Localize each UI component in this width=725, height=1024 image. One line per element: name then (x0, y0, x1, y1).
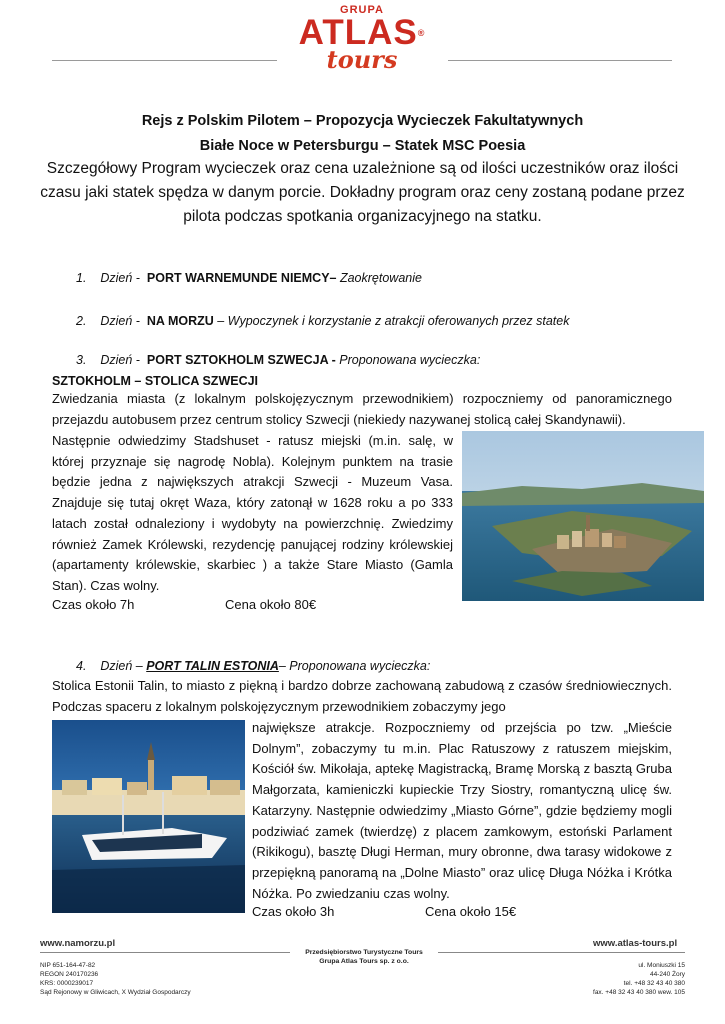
stockholm-time: Czas około 7h (52, 597, 135, 612)
footer-line-right (438, 952, 685, 953)
footer-web-right[interactable]: www.atlas-tours.pl (593, 938, 678, 949)
day-place: PORT WARNEMUNDE NIEMCY– (146, 271, 337, 285)
logo-registered: ® (417, 28, 426, 38)
footer-right-line: tel. +48 32 43 40 380 (623, 980, 685, 987)
day-desc: – Proponowana wycieczka: (278, 659, 431, 673)
day-desc: Zaokrętowanie (336, 271, 422, 285)
day-place: PORT TALIN ESTONIA (146, 659, 279, 673)
day-desc: – Wypoczynek i korzystanie z atrakcji oferowanych przez statek (213, 314, 570, 328)
tallinn-price: Cena około 15€ (425, 904, 517, 919)
atlas-tours-logo (282, 4, 442, 90)
footer-left-line: REGON 240170236 (40, 971, 99, 978)
footer-company (290, 948, 438, 966)
footer-left-line: NIP 651-164-47-82 (40, 962, 96, 969)
day-1 (76, 271, 422, 285)
logo-atlas-text: ATLAS (298, 13, 418, 52)
footer-web-left[interactable]: www.namorzu.pl (40, 938, 116, 949)
day-number: 2. (76, 314, 87, 328)
tallinn-paragraph-narrow: największe atrakcje. Rozpoczniemy od przejścia po tzw. „Mieście Dolnym”, zobaczymy tu m.in. Plac Ratuszowy z ratuszem miejskim, Kościół św. Mikołaja, aptekę Magistracką, Bramę Morską z basztą Gruba Małgorzata, kamieniczki kupieckie Trzy Siostry, romantyczną ulicę św. Katarzyny. Następnie odwiedzimy „Miasto Górne”, gdzie będziemy mogli podziwiać zamek (twierdzę) z placem zamkowym, estoński Parlament (Rikikogu), basztę Długi Herman, mury obronne, dwa tarasy widokowe z przepiękną panoramą na „Dolne Miasto” oraz ulicę Długa Nóżka i Krótka Nóżka. Po zwiedzaniu czas wolny. (252, 720, 672, 901)
stockholm-heading: SZTOKHOLM – STOLICA SZWECJI (52, 374, 259, 388)
day-4 (76, 659, 430, 673)
header-line-left (52, 60, 277, 61)
stockholm-photo (462, 431, 704, 601)
stockholm-price: Cena około 80€ (225, 597, 317, 612)
footer-right-line: ul. Moniuszki 15 (638, 962, 685, 969)
header-line-right (448, 60, 672, 61)
day-number: 1. (76, 271, 87, 285)
day-number: 3. (76, 353, 87, 367)
day-desc: Proponowana wycieczka: (335, 353, 481, 367)
day-prefix: Dzień - (100, 271, 140, 285)
page-title: Rejs z Polskim Pilotem – Propozycja Wycieczek Fakultatywnych (141, 113, 584, 129)
footer-right-line: fax. +48 32 43 40 380 wew. 105 (593, 989, 685, 996)
footer-left-line: KRS: 0000239017 (40, 980, 94, 987)
footer-right-info (545, 961, 685, 997)
footer-company-line1: Przedsiębiorstwo Turystyczne Tours (305, 949, 423, 956)
day-place: NA MORZU (146, 314, 214, 328)
footer-company-line2: Grupa Atlas Tours sp. z o.o. (319, 958, 409, 965)
page-subtitle: Białe Noce w Petersburgu – Statek MSC Poesia (199, 138, 526, 154)
day-prefix: Dzień – (100, 659, 143, 673)
footer-right-line: 44-240 Żory (649, 971, 685, 978)
day-number: 4. (76, 659, 87, 673)
stockholm-paragraph-full: Zwiedzania miasta (z lokalnym polskojęzycznym przewodnikiem) rozpoczniemy od panoramicznego przejazdu autobusem przez centrum stolicy Szwecji (niekiedy nazywanej stolicą całej Skandynawii). (52, 391, 672, 427)
day-place: PORT SZTOKHOLM SZWECJA - (146, 353, 336, 367)
footer-left-line: Sąd Rejonowy w Gliwicach, X Wydział Gospodarczy (40, 989, 191, 996)
intro-paragraph: Szczegółowy Program wycieczek oraz cena uzależnione są od ilości uczestników oraz ilości czasu jaki statek spędza w danym porcie. Dokładny program oraz ceny zostaną podane przez pilota podczas spotkania organizacyjnego na statku. (40, 160, 685, 225)
day-prefix: Dzień - (100, 314, 140, 328)
logo-grupa: GRUPA (340, 4, 384, 16)
logo-tours: tours (326, 45, 398, 74)
day-2 (76, 314, 569, 328)
tallinn-time: Czas około 3h (252, 904, 335, 919)
day-3 (76, 353, 480, 367)
footer-left-info (40, 961, 260, 997)
tallinn-paragraph-full: Stolica Estonii Talin, to miasto z piękną i bardzo dobrze zachowaną zabudową z czasów średniowiecznych. Podczas spaceru z lokalnym polskojęzycznym przewodnikiem zobaczymy jego (52, 678, 672, 714)
tallinn-photo (52, 720, 245, 913)
day-prefix: Dzień - (100, 353, 140, 367)
footer-line-left (40, 952, 290, 953)
stockholm-paragraph-narrow: Następnie odwiedzimy Stadshuset - ratusz miejski (m.in. salę, w której przyznaje się nagrodę Nobla). Kolejnym punktem na trasie będzie jedna z największych atrakcji Szwecji - Muzeum Vasa. Znajduje się tutaj okręt Waza, który zatonął w 1628 roku a po 333 latach został odnaleziony i wydobyty na powierzchnię. Zwiedzimy również Zamek Królewski, rezydencję panującej rodziny królewskiej (apartamenty królewskie, skarbiec ) a także Stare Miasto (Gamla Stan). Czas wolny. (52, 433, 453, 593)
